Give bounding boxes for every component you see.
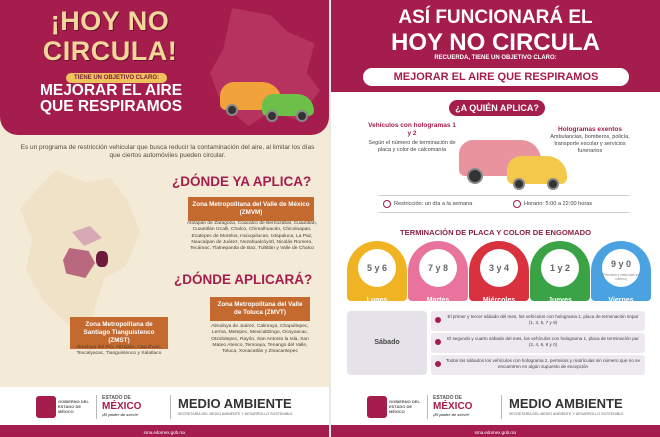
footer-divider <box>96 395 97 419</box>
subtitle-line2: QUE RESPIRAMOS <box>39 98 183 115</box>
edomex-line2: MÉXICO <box>102 401 142 412</box>
objective-pill: TIENE UN OBJETIVO CLARO: <box>66 73 167 83</box>
saturday-rule-text: El primer y tercer sábado del mes, los vehículos con holograma 1, placa de terminación impar (1, 3, 5, 7 y 9) <box>447 314 639 325</box>
plate-termination-heading: TERMINACIÓN DE PLACA Y COLOR DE ENGOMADO <box>400 228 591 237</box>
day-label: Martes <box>426 297 450 304</box>
plate-note: (Permisos y matrículas sin número) <box>602 273 640 281</box>
saturday-label: Sábado <box>347 311 427 375</box>
footer-url[interactable]: sma.edomex.gob.mx <box>143 430 186 435</box>
medio-ambiente-sub: SECRETARÍA DEL MEDIO AMBIENTE Y DESARROLLO SOSTENIBLE <box>509 412 624 416</box>
gob-edomex-logo <box>367 396 387 418</box>
zmst-title: Zona Metropolitana de Santiago Tianguistenco (ZMST) <box>70 317 168 349</box>
restriction-text: Restricción: un día a la semana <box>394 201 473 207</box>
day-card-4 <box>591 241 651 304</box>
gob-edomex-label: GOBIERNO DEL ESTADO DE MÉXICO <box>58 399 89 414</box>
day-card-0 <box>347 241 407 304</box>
day-label: Lunes <box>366 297 388 304</box>
gob-edomex-label: GOBIERNO DEL ESTADO DE MÉXICO <box>389 399 420 414</box>
zmst-municipalities: Almoloya del Río, Atizapán, Capulhuac, Texcalyacac, Tianguistenco y Xalatlaco <box>76 345 162 357</box>
left-footer <box>0 387 329 437</box>
day-card-1 <box>408 241 468 304</box>
exempt-title: Hologramas exentos <box>558 126 622 133</box>
footer-bar <box>331 425 660 437</box>
zmvt-municipalities: Almoloya de Juárez, Calimaya, Chapultepec, Lerma, Metepec, Mexicaltzingo, Ocoyoacac, Otzolotepec, Rayón, San Antonio la Isla, San Mateo Atenco, Temoaya, Tenango del Valle, Toluca, Xonacatlán y Zinacantepec <box>211 324 309 355</box>
edomex-line1: ESTADO DE <box>433 395 462 401</box>
title-line2: CIRCULA! <box>42 36 178 66</box>
edomex-slogan: ¡El poder de servir! <box>102 412 139 417</box>
edomex-brand <box>102 395 141 417</box>
subtitle-line1: MEJORAR EL AIRE <box>39 82 183 99</box>
a-quien-aplica-heading: ¿A QUIÉN APLICA? <box>449 100 545 116</box>
saturday-rule-3 <box>431 355 645 375</box>
day-card-2 <box>469 241 529 304</box>
edomex-line2: MÉXICO <box>433 401 473 412</box>
medio-ambiente-sub: SECRETARÍA DEL MEDIO AMBIENTE Y DESARROLLO SOSTENIBLE <box>178 412 293 416</box>
right-title <box>331 7 660 57</box>
clock-icon <box>513 200 521 208</box>
footer-divider <box>501 395 502 419</box>
footer-url[interactable]: sma.edomex.gob.mx <box>474 430 517 435</box>
restriction-item <box>383 196 472 213</box>
vehicles-title: Vehículos con hologramas 1 y 2 <box>368 122 456 137</box>
saturday-rule-text: El segundo y cuarto sábado del mes, los vehículos con holograma 1, placa de terminación par (2, 4, 6, 8 y 0) <box>447 336 639 347</box>
day-label: Miércoles <box>482 297 516 304</box>
intro-text: Es un programa de restricción vehicular que busca reducir la contaminación del aire, al limitar los días que ciertos automóviles pueden circular. <box>20 144 315 159</box>
zmvm-title: Zona Metropolitana del Valle de México (ZMVM) <box>188 197 314 221</box>
title-line1: ¡HOY NO <box>50 6 170 36</box>
where-applies-heading: ¿DÓNDE YA APLICA? <box>168 174 315 189</box>
footer-divider <box>427 395 428 419</box>
vehicles-text: Según el número de terminación de placa y color de calcomanía <box>368 140 456 153</box>
plate-numbers: 3 y 4 <box>480 249 518 287</box>
footer-divider <box>170 395 171 419</box>
plate-numbers: 1 y 2 <box>541 249 579 287</box>
map-zone-zmst <box>96 251 108 267</box>
green-car-illustration <box>262 94 314 116</box>
left-title <box>20 6 200 66</box>
restriction-info-bar <box>379 195 629 213</box>
schedule-item <box>513 196 592 213</box>
saturday-rule-1 <box>431 311 645 331</box>
edomex-brand <box>433 395 472 417</box>
left-infographic <box>0 0 329 437</box>
medio-ambiente-title: MEDIO AMBIENTE <box>509 396 623 411</box>
where-will-apply-heading: ¿DÓNDE APLICARÁ? <box>170 272 316 287</box>
right-header <box>331 0 660 92</box>
day-label: Viernes <box>608 297 634 304</box>
yellow-car-illustration <box>507 156 567 184</box>
left-header <box>0 0 329 135</box>
car-icon <box>383 200 391 208</box>
state-map <box>20 170 140 325</box>
right-infographic <box>331 0 660 437</box>
zmvm-municipalities: Atizapán de Zaragoza, Coacalco de Berriozábal, Cuautitlán, Cuautitlán Izcalli, Chalco, Chimalhuacán, Chicoloapan, Ecatepec de Morelos, Huixquilucan, Ixtapaluca, La Paz, Naucalpan de Juárez, Nezahualcóyotl, Nicolás Romero, Tecámac, Tlalnepantla de Baz, Tultitlán y Valle de Chalco <box>187 221 317 252</box>
schedule-text: Horario: 5:00 a 22:00 horas <box>524 201 593 207</box>
objective-pill: MEJORAR EL AIRE QUE RESPIRAMOS <box>363 68 629 86</box>
edomex-slogan: ¡El poder de servir! <box>433 412 470 417</box>
bullet-icon <box>435 317 441 323</box>
right-title-line2: HOY NO CIRCULA <box>391 29 600 56</box>
saturday-rule-text: Todos los sábados los vehículos con holograma 2, permisos y matrículas sin número que no se encuentren en algún supuesto de excepción <box>445 358 641 369</box>
right-footer <box>331 387 660 437</box>
day-card-3 <box>530 241 590 304</box>
footer-bar <box>0 425 329 437</box>
medio-ambiente-title: MEDIO AMBIENTE <box>178 396 292 411</box>
day-label: Jueves <box>548 297 572 304</box>
bullet-icon <box>435 339 441 345</box>
saturday-rule-2 <box>431 333 645 353</box>
plate-numbers: 5 y 6 <box>358 249 396 287</box>
bullet-icon <box>435 361 441 367</box>
plate-numbers: 7 y 8 <box>419 249 457 287</box>
zmvt-title: Zona Metropolitana del Valle de Toluca (ZMVT) <box>210 297 310 321</box>
exempt-text: Ambulancias, bomberos, policía, transporte escolar y servicios funerarios <box>550 134 630 154</box>
gob-edomex-logo <box>36 396 56 418</box>
recuerda-text: RECUERDA, TIENE UN OBJETIVO CLARO: <box>434 55 557 61</box>
edomex-line1: ESTADO DE <box>102 395 131 401</box>
left-subtitle <box>20 83 202 115</box>
right-title-line1: ASÍ FUNCIONARÁ EL <box>398 7 593 28</box>
plate-numbers: 9 y 0 <box>602 249 640 287</box>
